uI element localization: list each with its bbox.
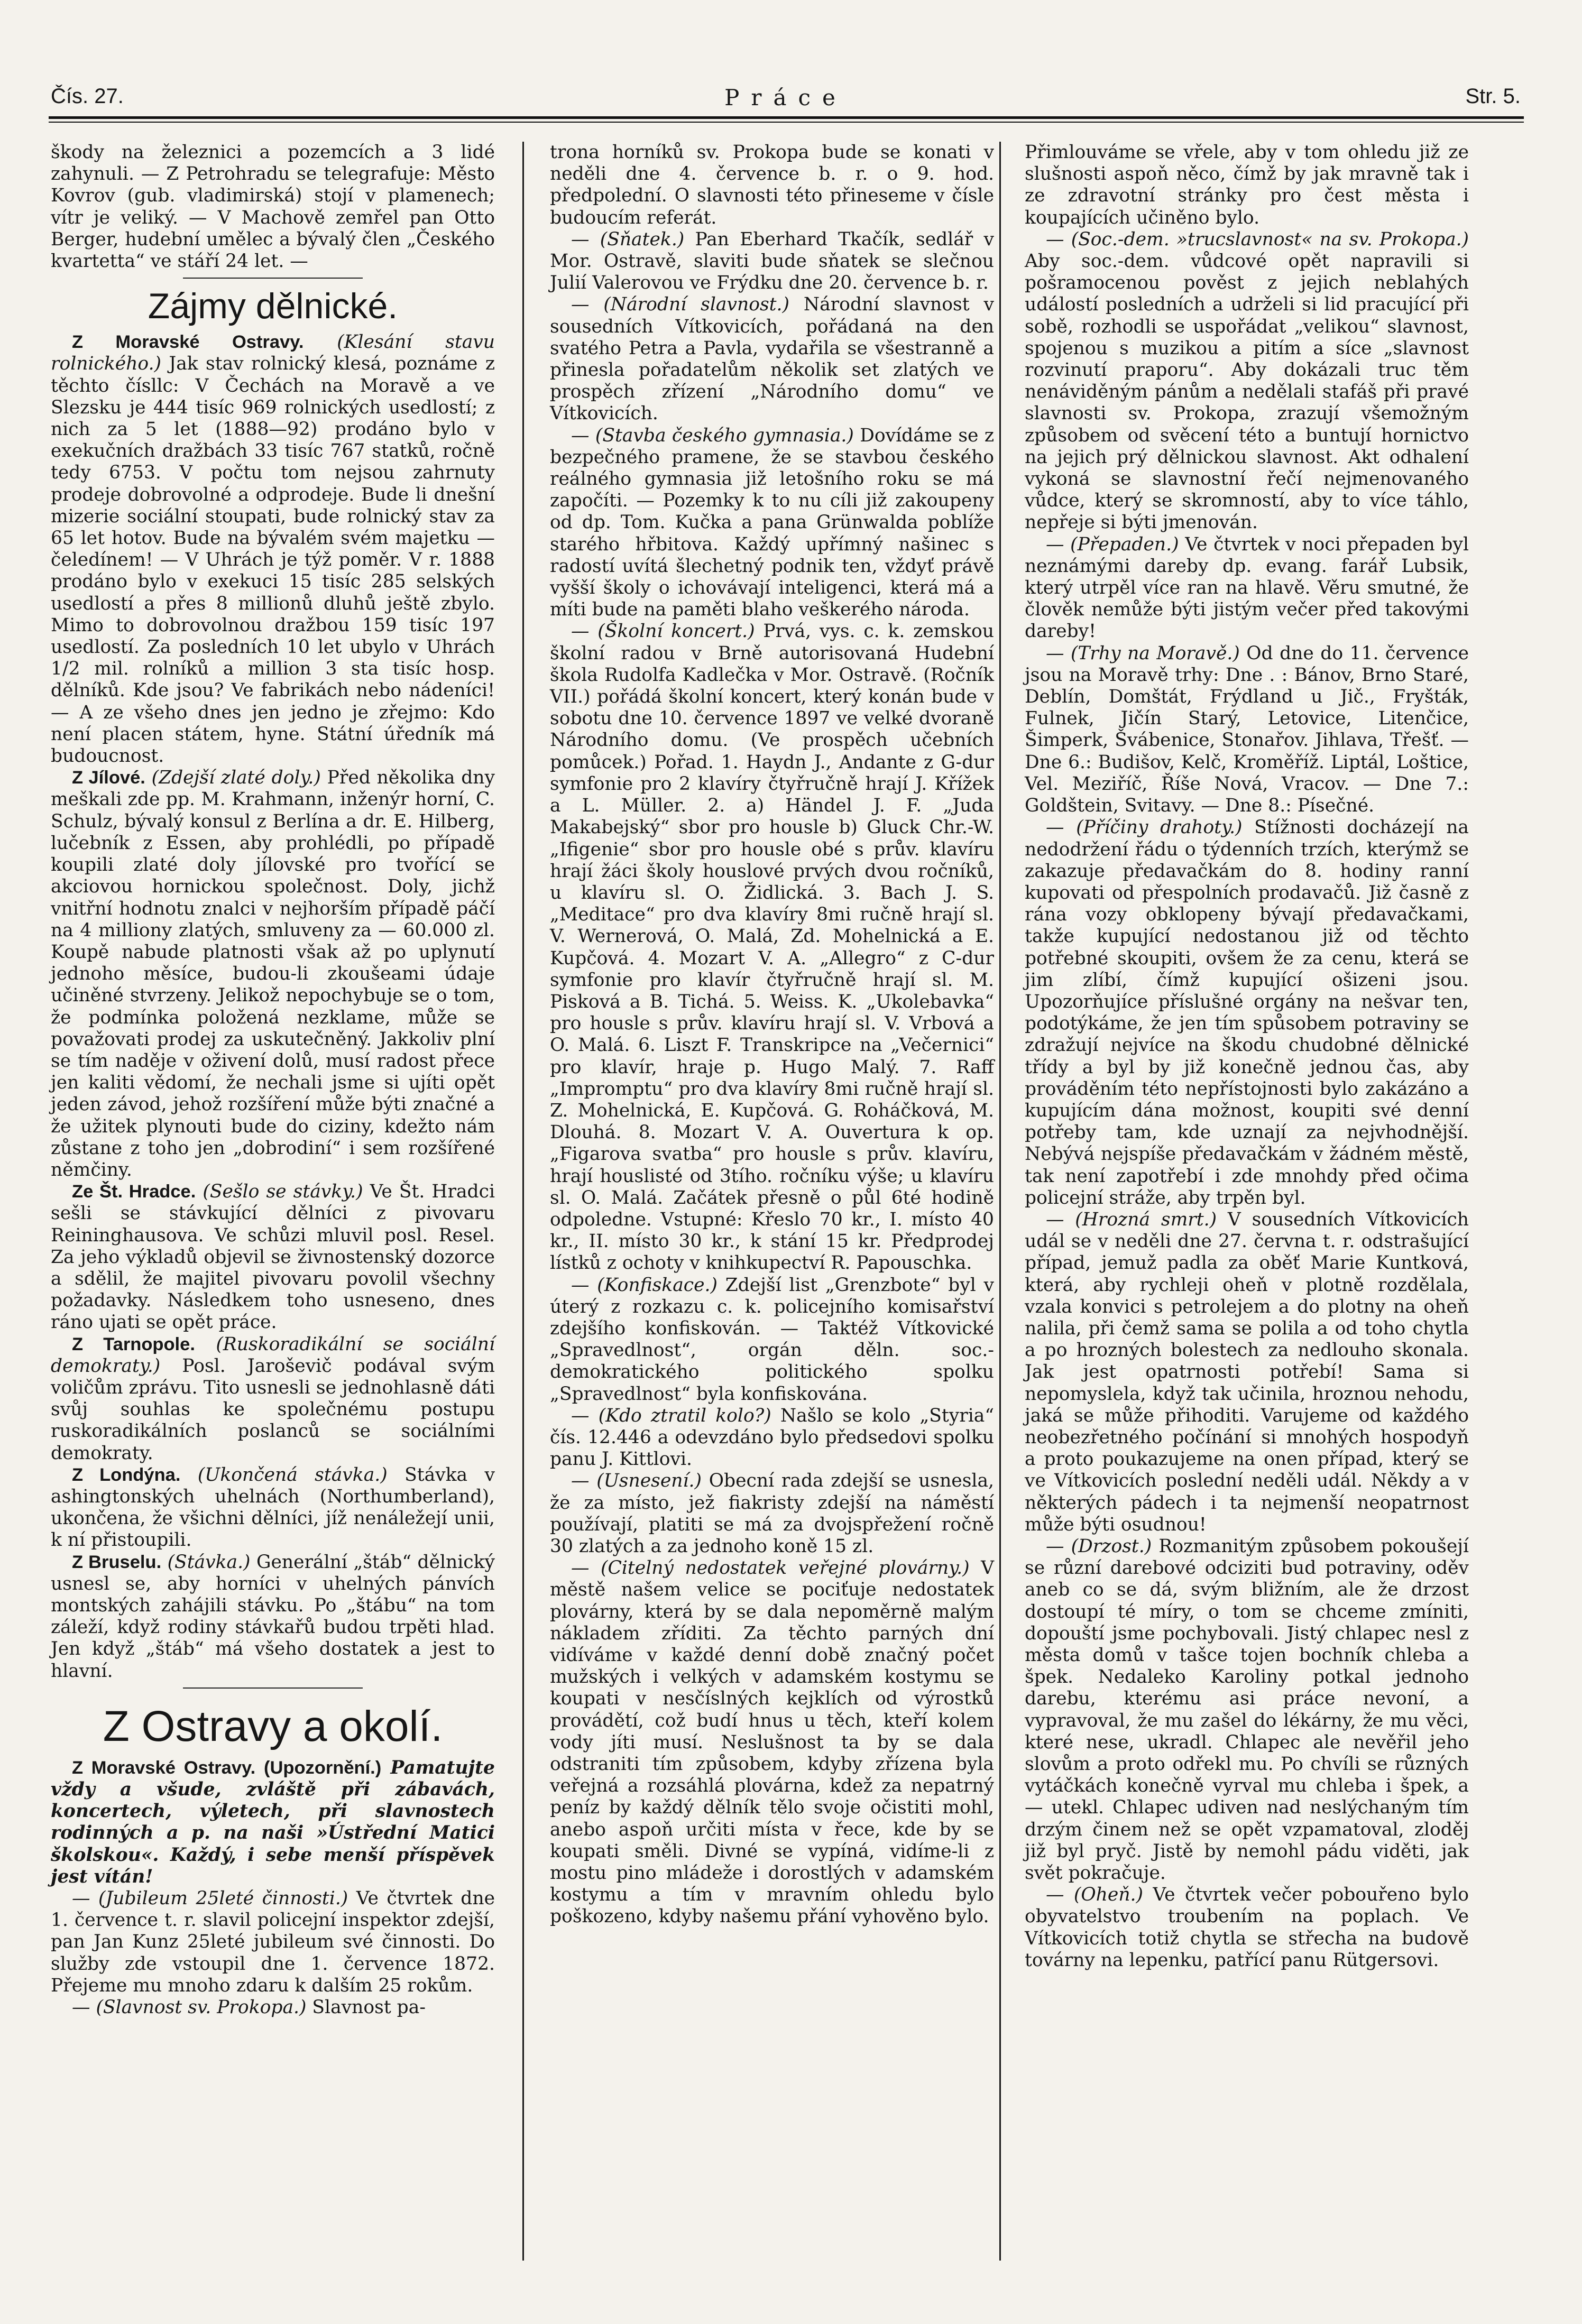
article-paragraph: Z Londýna. (Ukončená stávka.) Stávka v ashingtonských uhelnách (Northumberland), ukončena, že všichni dělníci, jíž nenáležejí unii, k ní přistoupili. bbox=[51, 1464, 495, 1551]
article-paragraph: — (Slavnost sv. Prokopa.) Slavnost pa- bbox=[72, 1997, 426, 2018]
column-1 bbox=[51, 142, 495, 2018]
article-paragraph: trona horníků sv. Prokopa bude se konati v neděli dne 4. července b. r. o 9. hod. předpolední. O slavnosti této přineseme v čísle budoucím referát. bbox=[550, 142, 994, 228]
article-paragraph: — (Oheň.) Ve čtvrtek večer pobouřeno bylo obyvatelstvo troubením na poplach. Ve Vítkovicích totiž chytla se střecha na budově továrny na lepenku, patřící panu Rütgersovi. bbox=[1025, 1884, 1469, 1971]
page-number: Str. 5. bbox=[1465, 85, 1521, 108]
column-3 bbox=[1025, 142, 1469, 1971]
article-paragraph: — (Konfiskace.) Zdejší list „Grenzbote“ byl v úterý z rozkazu c. k. policejního komisařství zdejšího konfiskován. — Taktéž Vítkovické „Spravedlnost“, orgán děln. soc.-demokratického politického spolku „Spravedlnost“ byla konfiskována. bbox=[550, 1274, 994, 1405]
article-paragraph: Ze Št. Hradce. (Sešlo se stávky.) Ve Št. Hradci sešli se stávkující dělníci z pivovaru Reininghausova. Ve schůzi mluvil posl. Resel. Za jeho výkladů objevil se živnostenský dozorce a sdělil, že majitel pivovaru povolil všechny požadavky. Následkem toho usneseno, dnes ráno ujati se opět práce. bbox=[51, 1181, 495, 1333]
article-paragraph: — (Národní slavnost.) Národní slavnost v sousedních Vítkovicích, pořádaná na den svatého Petra a Pavla, vydařila se všestranně a přinesla pořadatelům několik set zlatých ve prospěch zřízení „Národního domu“ ve Vítkovicích. bbox=[550, 294, 994, 425]
column-2 bbox=[550, 142, 994, 1928]
article-paragraph: — (Jubileum 25leté činnosti.) Ve čtvrtek dne 1. července t. r. slavil policejní inspektor zdejší, pan Jan Kunz 25leté jubileum své činnosti. Do služby zde vstoupil dne 1. července 1872. Přejeme mu mnoho zdaru k dalším 25 rokům. bbox=[51, 1888, 495, 1996]
article-paragraph: — (Stavba českého gymnasia.) Dovídáme se z bezpečného pramene, že se stavbou českého reálného gymnasia již letošního roku se má započíti. — Pozemky k to nu cíli již zakoupeny od dp. Tom. Kučka a pana Grünwalda poblíže starého hřbitova. Každý upřímný našinec s radostí uvítá šlechetný podnik ten, vždyť právě vyšší školy o ichovávají inteligenci, která má a míti bude na paměti blaho veškerého národa. bbox=[550, 425, 994, 621]
column-divider bbox=[522, 142, 524, 2261]
separator bbox=[183, 1687, 363, 1689]
article-paragraph: Z Moravské Ostravy. (Klesání stavu rolnického.) Jak stav rolnický klesá, poznáme z těchto čísllc: V Čechách na Moravě a ve Slezsku je 444 tisíc 969 rolnických usedlostí; z nich za 5 let (1888—92) prodáno bylo v exekučních dražbách 33 tisíc 767 statků, ročně tedy 6753. V počtu tom nejsou zahrnuty prodeje dobrovolné a odprodeje. Bude li dnešní mizerie sociální stoupati, bude rolnický stav za 65 let hotov. Bude na bývalém svém majetku — čeledínem! — V Uhrách je týž poměr. V r. 1888 prodáno bylo v exekuci 15 tisíc 285 selských usedlostí a přes 8 millionů dluhů ještě zbylo. Mimo to dobrovolnou dražbou 159 tisíc 197 usedlostí. Za posledních 10 let ubylo v Uhrách 1/2 mil. rolníků a million 3 sta tisíc hosp. dělníků. Kde jsou? Ve fabrikách nebo nádeníci! — A ze všeho dnes jen jedno je zřejmo: Kdo není placen státem, hyne. Státní úředník má budoucnost. bbox=[51, 331, 495, 767]
section-heading: Z Ostravy a okolí. bbox=[103, 1702, 443, 1750]
column-divider bbox=[999, 142, 1001, 2261]
article-paragraph: — (Přepaden.) Ve čtvrtek v noci přepaden byl neznámými dareby dp. evang. farář Lubsik, který utrpěl více ran na hlavě. Věru smutné, že člověk nemůže býti jistým večer před takovými dareby! bbox=[1025, 533, 1469, 642]
article-paragraph: — (Citelný nedostatek veřejné plovárny.) V městě našem velice se pociťuje nedostatek plovárny, která by se dala nepoměrně malým nákladem zříditi. Za těchto parných dní vidíváme v každé denní době značný počet mužských i velkých v adamském kostymu se koupati v nesčíslných kejklích od výrostků provádětí, což budí hnus u těch, kteří kolem vody jíti musí. Neslušnost ta by se dala odstraniti tím způsobem, kdyby zřízena byla veřejná a rozsáhlá plovárna, kdež za nepatrný peníz by každý dělník tělo svoje očistiti mohl, anebo aspoň určiti místa v řece, kde by se koupati směli. Divné se vypíná, vidíme-li z mostu pino mládeže i dorostlých v adamském kostymu a tím v mravním ohledu bylo poškozeno, kdyby našemu přání vyhověno bylo. bbox=[550, 1557, 994, 1928]
article-paragraph: — (Kdo ztratil kolo?) Našlo se kolo „Styria“ čís. 12.446 a odevzdáno bylo předsedovi spolku panu J. Kittlovi. bbox=[550, 1405, 994, 1470]
article-paragraph: Z Jílové. (Zdejší zlaté doly.) Před několika dny meškali zde pp. M. Krahmann, inženýr horní, C. Schulz, bývalý konsul z Berlína a dr. E. Hilberg, lučebník z Essen, aby prohlédli, po případě koupili zlaté doly jílovské pro tvořící se akciovou hornickou společnost. Doly, jichž vnitřní hodnotu znalci v nejhorším případě páčí na 4 milliony zlatých, smluveny za — 60.000 zl. Koupě nabude platnosti však až po uplynutí jednoho měsíce, budou-li zkoušeami údaje učiněné stvrzeny. Jelikož nepochybuje se o tom, že podmínka položená nezklame, může se považovati prodej za uskutečněný. Jakkoliv plní se tím naděje v oživení dolů, musí radost přece jen kaliti vědomí, že nechali jsme si ujíti opět jeden závod, jehož rozšíření může býti značné a že užitek plynouti bude do ciziny, kdežto nám zůstane z toho jen „dobrodiní“ i sem rozšířené němčiny. bbox=[51, 767, 495, 1181]
article-paragraph: — (Příčiny drahoty.) Stížnosti docházejí na nedodržení řádu o týdenních trzích, kterýmž se zakazuje předavačkám do 8. hodiny ranní kupovati od přespolních prodavačů. Již časně z rána vozy obklopeny bývají předavačkami, takže kupující nedostanou již od těchto potřebné skoupiti, ovšem že za cenu, která se jim zlíbí, čímž kupující ošizeni jsou. Upozorňujíce příslušné orgány na nešvar ten, podotýkáme, že jen tím spůsobem potraviny se zdražují nejvíce na škodu chudobné dělnické třídy a byl by již konečně jednou čas, aby prováděním této nepřístojnosti bylo zakázáno a kupujícím dána možnost, koupiti své denní potřeby tam, kde uznají za nejvhodnější. Nebývá nejspíše předavačkám v žádném městě, tak není zapotřebí i zde mnohdy před očima policejní stráže, aby trpěn byl. bbox=[1025, 817, 1469, 1209]
article-paragraph: — (Sňatek.) Pan Eberhard Tkačík, sedlář v Mor. Ostravě, slaviti bude sňatek se slečnou Julií Valerovou ve Frýdku dne 20. července b. r. bbox=[550, 228, 994, 294]
article-paragraph: škody na železnici a pozemcích a 3 lidé zahynuli. — Z Petrohradu se telegrafuje: Město Kovrov (gub. vladimirská) stojí v plamenech; vítr je veliký. — V Machově zemřel pan Otto Berger, hudební umělec a bývalý člen „Českého kvartetta“ ve stáří 24 let. — bbox=[51, 142, 495, 272]
article-paragraph: Z Moravské Ostravy. (Upozornění.) Pamatujte vždy a všude, zvláště při zábavách, koncertech, výletech, při slavnostech rodinných a p. na naši »Ústřední Matici školskou«. Každý, i sebe menší příspěvek jest vítán! bbox=[51, 1757, 495, 1887]
article-paragraph: Z Bruselu. (Stávka.) Generální „štáb“ dělnický usnesl se, aby horníci v uhelných pánvích montských zahájili stávku. Po „štábu“ na tom záleží, když rodiny stávkařů budou trpěti hlad. Jen když „štáb“ má všeho dostatek a jest to hlavní. bbox=[51, 1551, 495, 1682]
masthead-title: Práce bbox=[724, 85, 847, 110]
issue-number: Čís. 27. bbox=[51, 85, 124, 108]
header-rule bbox=[49, 116, 1524, 119]
separator bbox=[183, 278, 363, 279]
article-paragraph: — (Soc.-dem. »trucslavnost« na sv. Prokopa.) Aby soc.-dem. vůdcové opět napravili si pošramocenou pověst z jejich neblahých událostí posledních a udrželi si lid pracující při sobě, rozhodli se uspořádat „velikou“ slavnost, spojenou s muzikou a pitím a síce „slavnost rozvinutí praporu“. Aby dokázali truc těm nenáviděným pánům a nedělali stafáš při pravé slavnosti sv. Prokopa, zrazují všemožným způsobem od svěcení této a buntují hornictvo na jejich prý dělnickou slavnost. Akt odhalení vykoná se slavnostní řečí nejmenovaného vůdce, který se skromností, aby to více táhlo, nepřeje si býti jmenován. bbox=[1025, 228, 1469, 533]
article-paragraph: — (Drzost.) Rozmanitým způsobem pokoušejí se různí darebové odciziti bud potraviny, oděv aneb co se dá, svým bližním, ale že drzost dostoupí té míry, o tom se chceme zmíniti, dopouští jsme pochybovali. Jistý chlapec nesl z města domů v tašce tojen bochník chleba a špek. Nedaleko Karoliny potkal jednoho darebu, kterému asi práce nevoní, a vypravoval, že mu zašel do lékárny, že mu věci, které nese, ukradl. Chlapec ale nevěřil jeho slovům a proto odřekl mu. Po chvíli se různých vytáčkách konečně vyrval mu chleba i špek, a — utekl. Chlapec udiven nad neslýchaným tím drzým činem než se opět vzpamatoval, zloděj již byl pryč. Jistě by nemohl pádu viděti, jak svět pokračuje. bbox=[1025, 1536, 1469, 1884]
article-paragraph: — (Trhy na Moravě.) Od dne do 11. července jsou na Moravě trhy: Dne . : Bánov, Brno Staré, Deblín, Domštát, Frýdland u Jič., Fryšták, Fulnek, Jičín Starý, Letovice, Litenčice, Šimperk, Švábenice, Stonařov. Jihlava, Třešť. — Dne 6.: Budišov, Kelč, Kroměříž. Liptál, Loštice, Vel. Meziříč, Říše Nová, Vracov. — Dne 7.: Goldštein, Svitavy. — Dne 8.: Písečné. bbox=[1025, 642, 1469, 817]
article-paragraph: — (Usnesení.) Obecní rada zdejší se usnesla, že za místo, jež fiakristy zdejší na náměstí používají, platiti se má za dvojspřežení ročně 30 zlatých a za jednoho koně 15 zl. bbox=[550, 1470, 995, 1557]
article-paragraph: Z Tarnopole. (Ruskoradikální se sociální demokraty.) Posl. Jaroševič podával svým voličům zprávu. Tito usnesli se jednohlasně dáti svůj souhlas ke společnému postupu ruskoradikálních poslanců se sociálními demokraty. bbox=[51, 1333, 495, 1464]
article-paragraph: Přimlouváme se vřele, aby v tom ohledu již ze slušnosti aspoň něco, čímž by jak mravně tak i ze zdravotní stránky pro čest města i koupajících učiněno bylo. bbox=[1025, 142, 1469, 228]
header-rule-thin bbox=[49, 122, 1524, 123]
section-heading: Zájmy dělnické. bbox=[148, 286, 398, 327]
article-paragraph: — (Hrozná smrt.) V sousedních Vítkovicích udál se v neděli dne 27. června t. r. odstrašující případ, jemuž padla za oběť Marie Kuntková, která, aby rychleji oheň v plotně rozdělala, vzala konvici s petrolejem a do plotny na oheň nalila, při čemž sama se polila a od toho chytla a po hrozných bolestech za nedlouho skonala. Jak jest opatrnosti potřebí! Sama si nepomyslela, když tak učinila, hroznou nehodu, jaká se může přihoditi. Varujeme od každého neobezřetného počínání si mnohých hospodyň a proto poukazujeme na onen případ, který se ve Vítkovicích poslední neděli udál. Někdy a v některých pádech i ta nejmenší neopatrnost může býti osudnou! bbox=[1025, 1209, 1469, 1535]
article-paragraph: — (Školní koncert.) Prvá, vys. c. k. zemskou školní radou v Brně autorisovaná Hudební škola Rudolfa Kadlečka v Mor. Ostravě. (Ročník VII.) pořádá školní koncert, který konán bude v sobotu dne 10. července 1897 ve velké dvoraně Národního domu. (Ve prospěch učebních pomůcek.) Pořad. 1. Haydn J., Andante z G-dur symfonie pro 2 klavíry čtyřručně hrají J. Křížek a L. Müller. 2. a) Händel J. F. „Juda Makabejský“ sbor pro housle b) Gluck Chr.-W. „Ifigenie“ sbor pro housle obé s prův. klavíru hrají žáci školy houslové prvých dvou ročníků, u klavíru sl. O. Židlická. 3. Bach J. S. „Meditace“ pro dva klavíry 8mi ručně hrají sl. V. Wernerová, O. Malá, Zd. Mohelnická a E. Kupčová. 4. Mozart V. A. „Allegro“ z C-dur symfonie pro klavír čtyřručně hrají sl. M. Pisková a B. Tichá. 5. Weiss. K. „Ukolebavka“ pro housle s prův. klavíru hrají sl. V. Vrbová a O. Malá. 6. Liszt F. Transkripce na „Večernici“ pro klavír, hraje p. Hugo Malý. 7. Raff „Impromptu“ pro dva klavíry 8mi ručně hrají sl. Z. Mohelnická, E. Kupčová. G. Roháčková, M. Dlouhá. 8. Mozart V. A. Ouvertura k op. „Figarova svatba“ pro housle s prův. klavíru, hrají houslisté od 3tího. ročníku výše; u klavíru sl. O. Malá. Začátek přesně o půl 6té hodině odpoledne. Vstupné: Křeslo 70 kr., I. místo 40 kr., II. místo 30 kr., k stání 15 kr. Předprodej lístků z ochoty v knihkupectví R. Papouschka. bbox=[550, 621, 994, 1274]
